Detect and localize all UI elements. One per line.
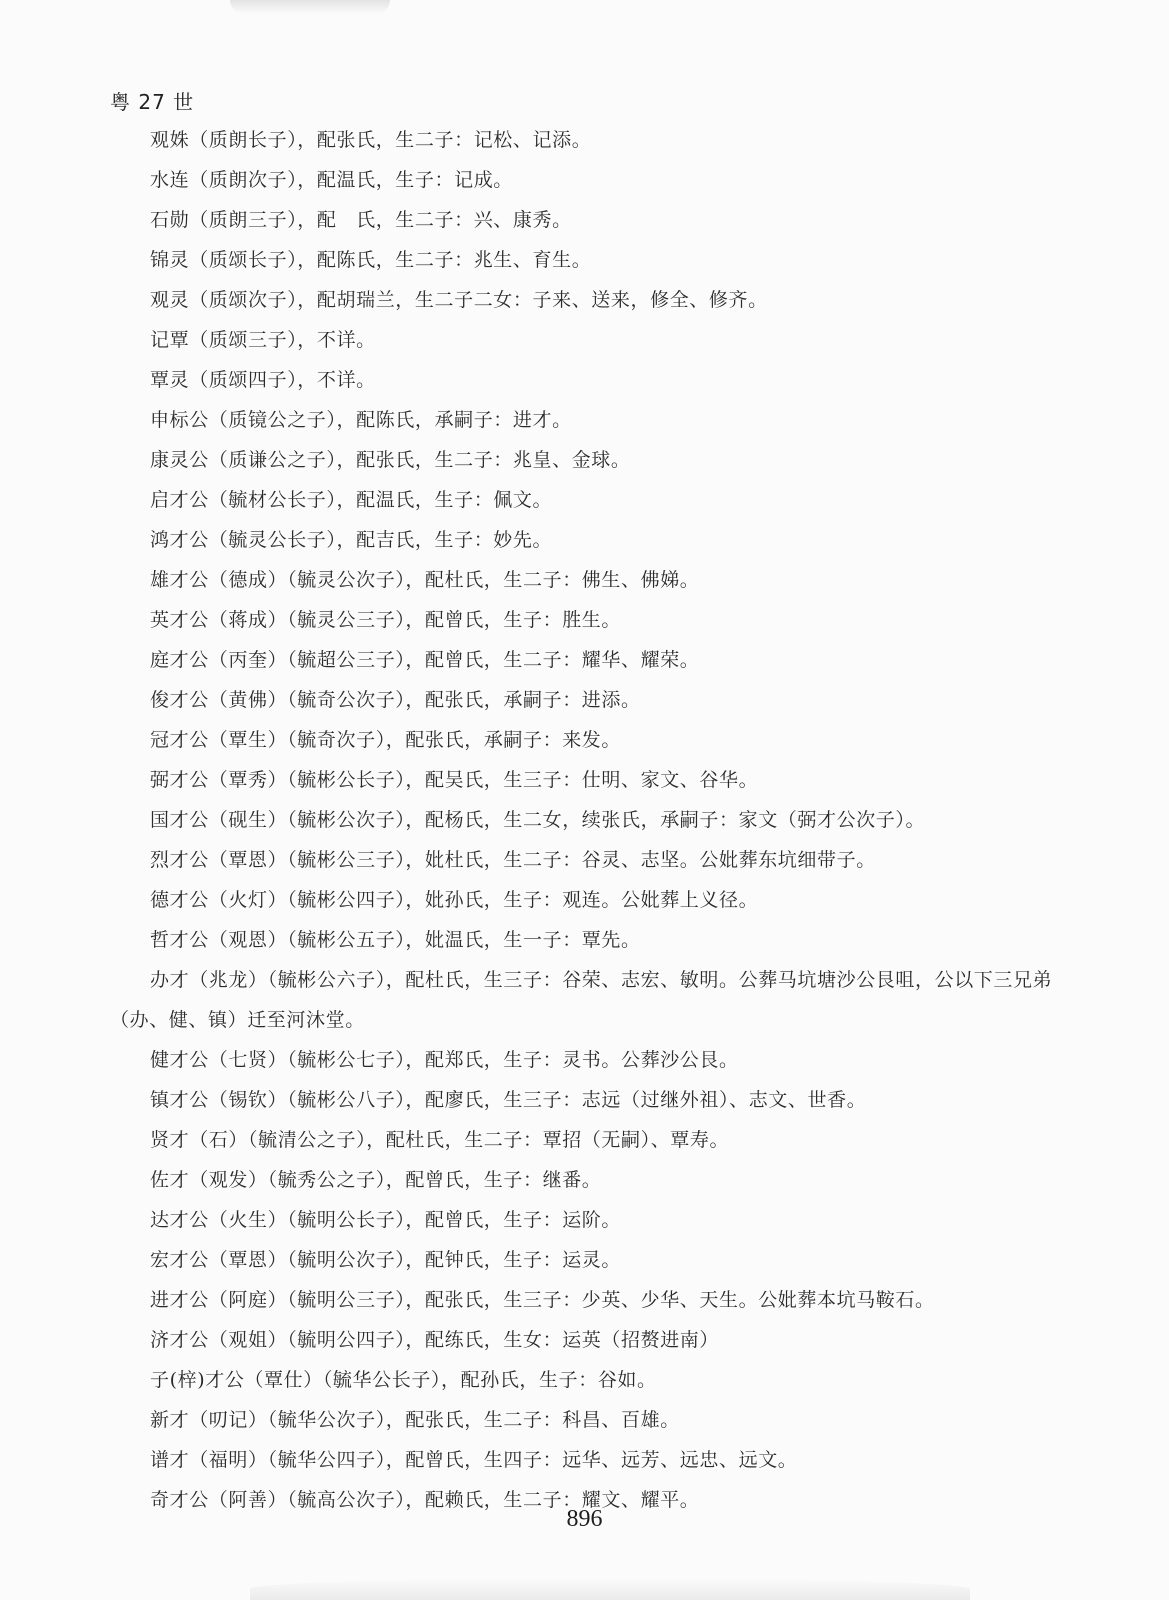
page-header: 粤 27 世 bbox=[110, 90, 195, 114]
genealogy-entry: 哲才公（观恩）（毓彬公五子），妣温氏，生一子：覃先。 bbox=[150, 929, 641, 951]
genealogy-entry: 康灵公（质谦公之子），配张氏，生二子：兆皇、金球。 bbox=[150, 449, 631, 471]
genealogy-entry: 冠才公（覃生）（毓奇次子），配张氏，承嗣子：来发。 bbox=[150, 729, 622, 751]
genealogy-entry: 记覃（质颂三子），不详。 bbox=[150, 329, 376, 351]
genealogy-entry: 济才公（观姐）（毓明公四子），配练氏，生女：运英（招赘进南） bbox=[150, 1329, 720, 1351]
genealogy-entry: 观姝（质朗长子），配张氏，生二子：记松、记添。 bbox=[150, 129, 592, 151]
genealogy-entry: 俊才公（黄佛）（毓奇公次子），配张氏，承嗣子：进添。 bbox=[150, 689, 641, 711]
genealogy-entry: 鸿才公（毓灵公长子），配吉氏，生子：妙先。 bbox=[150, 529, 553, 551]
genealogy-entry: 子(梓)才公（覃仕）（毓华公长子），配孙氏，生子：谷如。 bbox=[150, 1369, 657, 1391]
genealogy-entry: 庭才公（丙奎）（毓超公三子），配曾氏，生二子：耀华、耀荣。 bbox=[150, 649, 700, 671]
genealogy-entry: 德才公（火灯）（毓彬公四子），妣孙氏，生子：观连。公妣葬上义径。 bbox=[150, 889, 759, 911]
genealogy-entry: 办才（兆龙）（毓彬公六子），配杜氏，生三子：谷荣、志宏、敏明。公葬马坑塘沙公艮咀，公以下三兄弟（办、健、镇）迁至河沐堂。 bbox=[110, 969, 1053, 1031]
genealogy-entry: 观灵（质颂次子），配胡瑞兰，生二子二女：子来、送来，修全、修齐。 bbox=[150, 289, 768, 311]
genealogy-entry: 锦灵（质颂长子），配陈氏，生二子：兆生、育生。 bbox=[150, 249, 592, 271]
genealogy-entry: 达才公（火生）（毓明公长子），配曾氏，生子：运阶。 bbox=[150, 1209, 622, 1231]
genealogy-entry: 谱才（福明）（毓华公四子），配曾氏，生四子：远华、远芳、远忠、远文。 bbox=[150, 1449, 798, 1471]
genealogy-entry: 健才公（七贤）（毓彬公七子），配郑氏，生子：灵书。公葬沙公艮。 bbox=[150, 1049, 739, 1071]
genealogy-entry: 进才公（阿庭）（毓明公三子），配张氏，生三子：少英、少华、天生。公妣葬本坑马鞍石。 bbox=[150, 1289, 935, 1311]
genealogy-entry: 贤才（石）（毓清公之子），配杜氏，生二子：覃招（无嗣）、覃寿。 bbox=[150, 1129, 730, 1151]
genealogy-entry: 英才公（蒋成）（毓灵公三子），配曾氏，生子：胜生。 bbox=[150, 609, 622, 631]
genealogy-entry: 申标公（质镜公之子），配陈氏，承嗣子：进才。 bbox=[150, 409, 572, 431]
genealogy-entry: 佐才（观发）（毓秀公之子），配曾氏，生子：继番。 bbox=[150, 1169, 602, 1191]
genealogy-entry-list bbox=[110, 120, 1070, 1520]
genealogy-entry: 奇才公（阿善）（毓高公次子），配赖氏，生二子：耀文、耀平。 bbox=[150, 1489, 700, 1511]
page-number: 896 bbox=[566, 1506, 603, 1532]
scan-shadow-top bbox=[230, 0, 390, 14]
genealogy-entry: 启才公（毓材公长子），配温氏，生子：佩文。 bbox=[150, 489, 553, 511]
genealogy-entry: 水连（质朗次子），配温氏，生子：记成。 bbox=[150, 169, 513, 191]
scan-shadow-bottom bbox=[250, 1578, 970, 1600]
genealogy-entry: 弼才公（覃秀）（毓彬公长子），配吴氏，生三子：仕明、家文、谷华。 bbox=[150, 769, 759, 791]
genealogy-entry: 新才（叨记）（毓华公次子），配张氏，生二子：科昌、百雄。 bbox=[150, 1409, 680, 1431]
genealogy-entry: 石勋（质朗三子），配 氏，生二子：兴、康秀。 bbox=[150, 209, 572, 231]
genealogy-entry: 镇才公（锡钦）（毓彬公八子），配廖氏，生三子：志远（过继外祖）、志文、世香。 bbox=[150, 1089, 867, 1111]
genealogy-entry: 烈才公（覃恩）（毓彬公三子），妣杜氏，生二子：谷灵、志坚。公妣葬东坑细带子。 bbox=[150, 849, 876, 871]
genealogy-entry: 宏才公（覃恩）（毓明公次子），配钟氏，生子：运灵。 bbox=[150, 1249, 622, 1271]
genealogy-entry: 覃灵（质颂四子），不详。 bbox=[150, 369, 376, 391]
genealogy-entry: 国才公（砚生）（毓彬公次子），配杨氏，生二女，续张氏，承嗣子：家文（弼才公次子）。 bbox=[150, 809, 926, 831]
genealogy-entry: 雄才公（德成）（毓灵公次子），配杜氏，生二子：佛生、佛娣。 bbox=[150, 569, 700, 591]
